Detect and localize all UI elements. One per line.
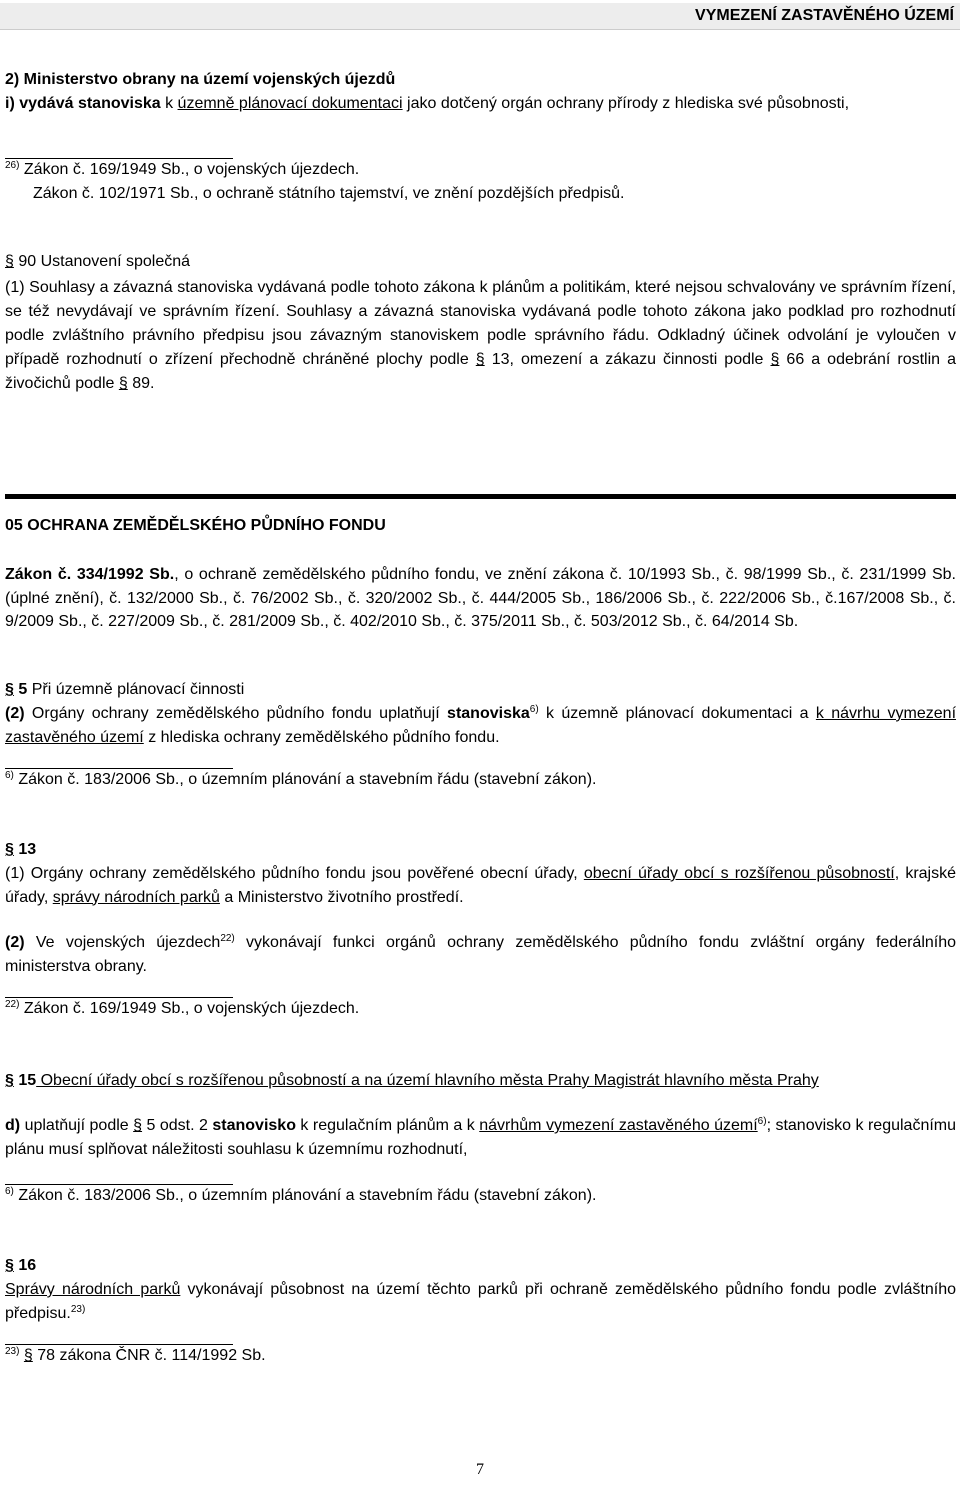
running-header — [0, 3, 960, 29]
footnote-22: $^{22)}$ Zákon č. 169/1949 Sb., o vojenských újezdech. — [5, 999, 360, 1017]
section-13-para-2: (2) Ve vojenských újezdech$^{22)}$ vykonávají funkci orgánů ochrany zemědělského půdního fondu zvláštní orgány federálního ministerstva obrany. — [5, 933, 957, 975]
section-90-paragraph: (1) Souhlasy a závazná stanoviska vydávaná podle tohoto zákona k plánům a politikám, které nejsou schvalovány ve správním řízení, se též nevydávají ve správním řízení. Souhlasy a závazná stanoviska vydávaná podle tohoto zákona jako podklad pro rozhodnutí podle zvláštního právního předpisu jsou závazným stanoviskem podle správního řádu. Odkladný účinek odvolání je vyloučen v případě rozhodnutí o zřízení přechodně chráněné plochy podle § 13, omezení a zákazu činnosti podle § 66 a odebrání rostlin a živočichů podle § 89. — [5, 279, 956, 392]
link-uzemne-planovaci-dokumentace[interactable]: územně plánovací dokumentaci — [177, 95, 403, 112]
law-citation: Zákon č. 334/1992 Sb., o ochraně zemědělského půdního fondu, ve znění zákona č. 10/1993 Sb., č. 98/1999 Sb., č. 231/1999 Sb. (úplné znění), č. 132/2000 Sb., č. 76/2002 Sb., č. 320/2002 Sb., č. 444/2005 Sb., 186/2006 Sb., č. 222/2006 Sb., č.167/2008 Sb., č. 9/2009 Sb., č. 227/2009 Sb., č. 281/2009 Sb., č. 402/2010 Sb., č. 375/2011 Sb., č. 503/2012 Sb., č. 64/2014 Sb. — [5, 566, 957, 630]
section-15-item-d: d) uplatňují podle § 5 odst. 2 stanovisko k regulačním plánům a k návrhům vymezení zastavěného území$^{6)}$; stanovisko k regulačnímu plánu musí splňovat náležitosti souhlasu k územnímu rozhodnutí, — [5, 1116, 957, 1158]
page-number: 7 — [476, 1461, 484, 1478]
section-05-heading: 05 OCHRANA ZEMĚDĚLSKÉHO PŮDNÍHO FONDU — [5, 517, 386, 534]
military-heading: 2) Ministerstvo obrany na území vojenských újezdů — [5, 71, 396, 88]
footnote-23: $^{23)}$ § 78 zákona ČNR č. 114/1992 Sb. — [5, 1346, 266, 1364]
section-16-title: § 16 — [5, 1257, 37, 1274]
link-spravy-np[interactable]: správy národních parků — [52, 888, 220, 906]
link-navrhum-vymezeni[interactable]: návrhům vymezení zastavěného území — [479, 1117, 758, 1134]
section-5-title: § 5 Při územně plánovací činnosti — [5, 681, 245, 698]
footnote-6: $^{6)}$ Zákon č. 183/2006 Sb., o územním plánování a stavebním řádu (stavební zákon). — [5, 770, 597, 788]
section-16-paragraph: Správy národních parků vykonávají působnost na území těchto parků při ochraně zemědělského půdního fondu podle zvláštního předpisu.$^{23)}$ — [5, 1281, 957, 1322]
footnote-6-b: $^{6)}$ Zákon č. 183/2006 Sb., o územním plánování a stavebním řádu (stavební zákon). — [5, 1186, 597, 1204]
header-divider — [0, 29, 960, 30]
link-spravy-narodnich-parku[interactable]: Správy národních parků — [5, 1281, 181, 1298]
footnote-26-line2: Zákon č. 102/1971 Sb., o ochraně státního tajemství, ve znění pozdějších předpisů. — [33, 185, 625, 202]
ref-66: 66 — [786, 351, 805, 368]
link-obecni-urady[interactable]: obecní úřady obcí s rozšířenou působností — [583, 865, 895, 882]
footnote-26: $^{26)}$ Zákon č. 169/1949 Sb., o vojenských újezdech. — [5, 160, 360, 178]
link-navrh-vymezeni[interactable]: k návrhu vymezení zastavěného území — [5, 705, 957, 746]
section-5-paragraph: (2) Orgány ochrany zemědělského půdního fondu uplatňují stanoviska$^{6)}$ k územně plánovací dokumentaci a k návrhu vymezení zastavěného území z hlediska ochrany zemědělského půdního fondu. — [5, 704, 957, 746]
section-13-title: § 13 — [5, 841, 37, 858]
section-90-title: § 90 Ustanovení společná — [5, 253, 191, 270]
section-sign: § — [5, 253, 14, 270]
section-13-para-1: (1) Orgány ochrany zemědělského půdního fondu jsou pověřené obecní úřady, obecní úřady obcí s rozšířenou působností, krajské úřady, správy národních parků a Ministerstvo životního prostředí. — [5, 865, 957, 906]
military-item-i: i) vydává stanoviska k územně plánovací dokumentaci jako dotčený orgán ochrany přírody z hlediska své působnosti, — [5, 95, 850, 112]
section-divider — [5, 494, 956, 499]
ref-89: 89. — [132, 375, 155, 392]
section-15-title: § 15 Obecní úřady obcí s rozšířenou působností a na území hlavního města Prahy Magistrát hlavního města Prahy — [5, 1072, 819, 1089]
header-title: VYMEZENÍ ZASTAVĚNÉHO ÚZEMÍ — [695, 7, 954, 24]
ref-13: 13 — [491, 351, 510, 368]
